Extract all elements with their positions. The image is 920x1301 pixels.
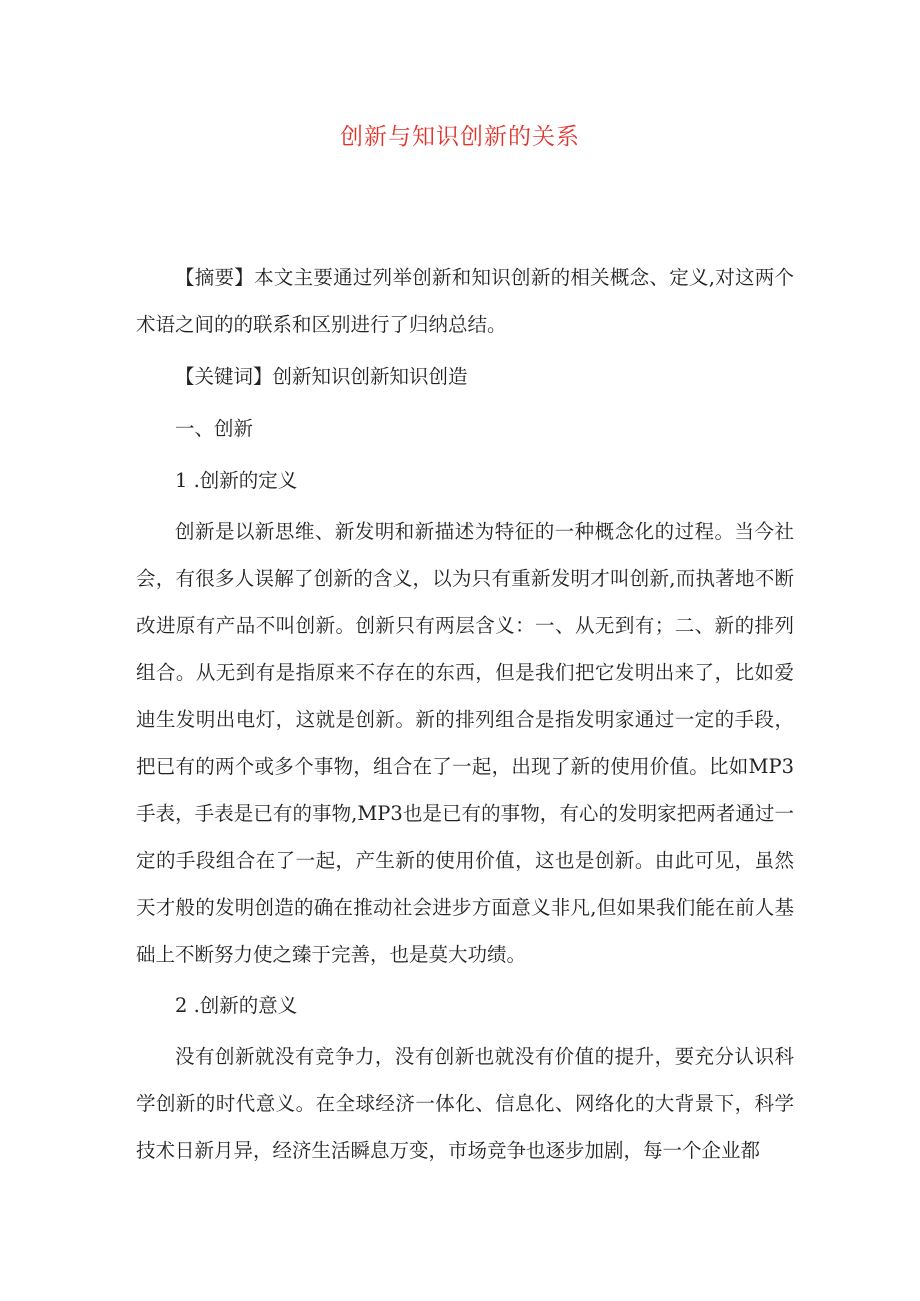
significance-paragraph: 没有创新就没有竞争力，没有创新也就没有价值的提升，要充分认识科学创新的时代意义。在全球经济一体化、信息化、网络化的大背景下，科学技术日新月异，经济生活瞬息万变，市场竞争也逐步加剧，每一个企业都: [136, 1045, 794, 1162]
abstract-paragraph: 【摘要】本文主要通过列举创新和知识创新的相关概念、定义,对这两个术语之间的的联系和区别进行了归纳总结。: [136, 266, 794, 336]
document-body: [136, 254, 794, 1174]
document-title: 创新与知识创新的关系: [340, 124, 580, 150]
definition-paragraph: 创新是以新思维、新发明和新描述为特征的一种概念化的过程。当今社会，有很多人误解了创新的含义，以为只有重新发明才叫创新,而执著地不断改进原有产品不叫创新。创新只有两层含义：一、从无到有；二、新的排列组合。从无到有是指原来不存在的东西，但是我们把它发明出来了，比如爱迪生发明出电灯，这就是创新。新的排列组合是指发明家通过一定的手段，把已有的两个或多个事物，组合在了一起，出现了新的使用价值。比如MP3手表，手表是已有的事物,MP3也是已有的事物，有心的发明家把两者通过一定的手段组合在了一起，产生新的使用价值，这也是创新。由此可见，虽然天才般的发明创造的确在推动社会进步方面意义非凡,但如果我们能在前人基础上不断努力使之臻于完善，也是莫大功绩。: [136, 520, 794, 966]
keywords-line: 【关键词】创新知识创新知识创造: [175, 365, 468, 388]
subsection-heading-definition: 1 .创新的定义: [175, 469, 298, 492]
section-heading-innovation: 一、创新: [175, 417, 254, 440]
subsection-heading-significance: 2 .创新的意义: [175, 994, 298, 1017]
